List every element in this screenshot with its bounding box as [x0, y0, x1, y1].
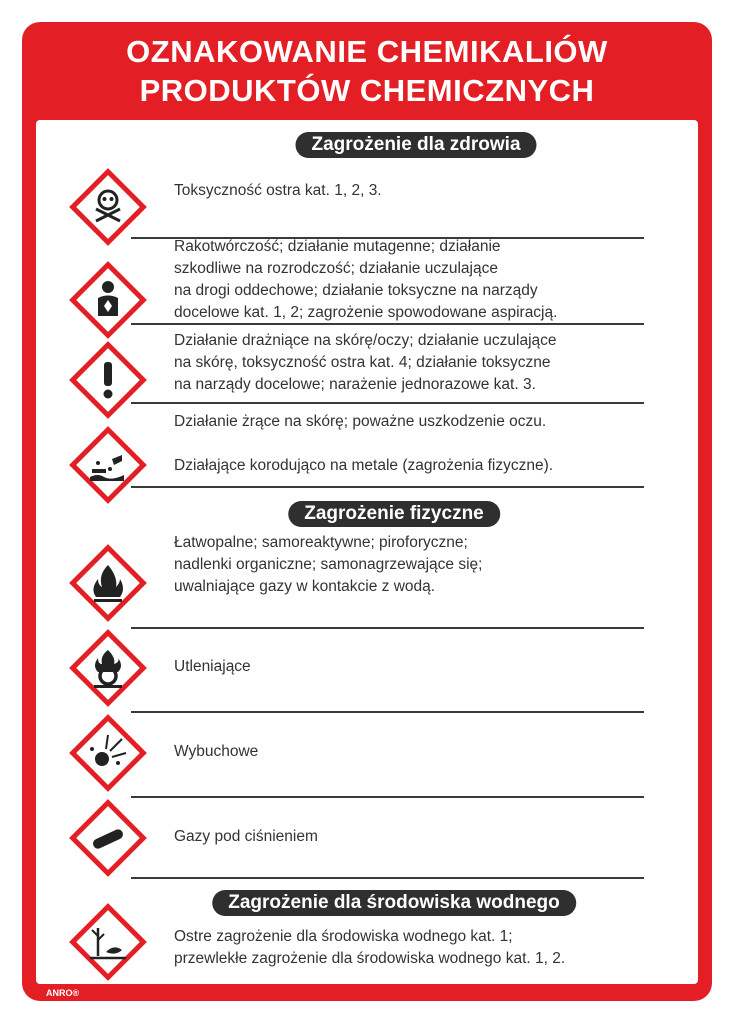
corrosion-icon — [68, 425, 148, 505]
row-text-5: Łatwopalne; samoreaktywne; piroforyczne; nadlenki organiczne; samonagrzewające się; uwalniające gazy w kontakcie z wodą. — [174, 534, 483, 595]
row-divider — [131, 402, 644, 404]
row-text-9: Ostre zagrożenie dla środowiska wodnego kat. 1; przewlekłe zagrożenie dla środowiska wodnego kat. 1, 2. — [174, 928, 566, 967]
row-text-6: Utleniające — [174, 658, 251, 675]
skull-crossbones-icon — [68, 167, 148, 247]
anro-logo: ANRO® — [46, 988, 80, 998]
row-divider — [131, 486, 644, 488]
section-title-physical: Zagrożenie fizyczne — [288, 501, 500, 527]
exploding-bomb-icon — [68, 713, 148, 793]
health-hazard-icon — [68, 260, 148, 340]
sign-title — [22, 32, 712, 110]
row-text-7: Wybuchowe — [174, 743, 259, 760]
gas-cylinder-icon — [68, 798, 148, 878]
row-text-3: Działanie drażniące na skórę/oczy; działanie uczulające na skórę, toksyczność ostra kat. 4; działanie toksyczne na narządy docelowe; narażenie jednorazowe kat. 3. — [174, 332, 557, 393]
row-divider — [131, 711, 644, 713]
row-text-1: Toksyczność ostra kat. 1, 2, 3. — [174, 182, 382, 199]
section-title-health: Zagrożenie dla zdrowia — [295, 132, 536, 158]
environment-icon — [68, 902, 148, 982]
title-line-1: OZNAKOWANIE CHEMIKALIÓW — [126, 34, 608, 69]
row-text-4: Działanie żrące na skórę; poważne uszkodzenie oczu. Działające korodująco na metale (zagrożenia fizyczne). — [174, 413, 554, 474]
row-divider — [131, 796, 644, 798]
title-line-2: PRODUKTÓW CHEMICZNYCH — [139, 73, 595, 108]
row-text-8: Gazy pod ciśnieniem — [174, 828, 318, 845]
row-divider — [131, 877, 644, 879]
row-divider — [131, 627, 644, 629]
flame-over-circle-icon — [68, 628, 148, 708]
section-title-water: Zagrożenie dla środowiska wodnego — [212, 890, 576, 916]
exclamation-mark-icon — [68, 340, 148, 420]
content-panel — [36, 120, 698, 984]
flame-icon — [68, 543, 148, 623]
sign-frame — [22, 22, 712, 1001]
row-text-2: Rakotwórczość; działanie mutagenne; działanie szkodliwe na rozrodczość; działanie uczulające na drogi oddechowe; działanie toksyczne na narządy docelowe kat. 1, 2; zagrożenie spowodowane aspiracją. — [174, 238, 558, 321]
row-divider — [131, 323, 644, 325]
